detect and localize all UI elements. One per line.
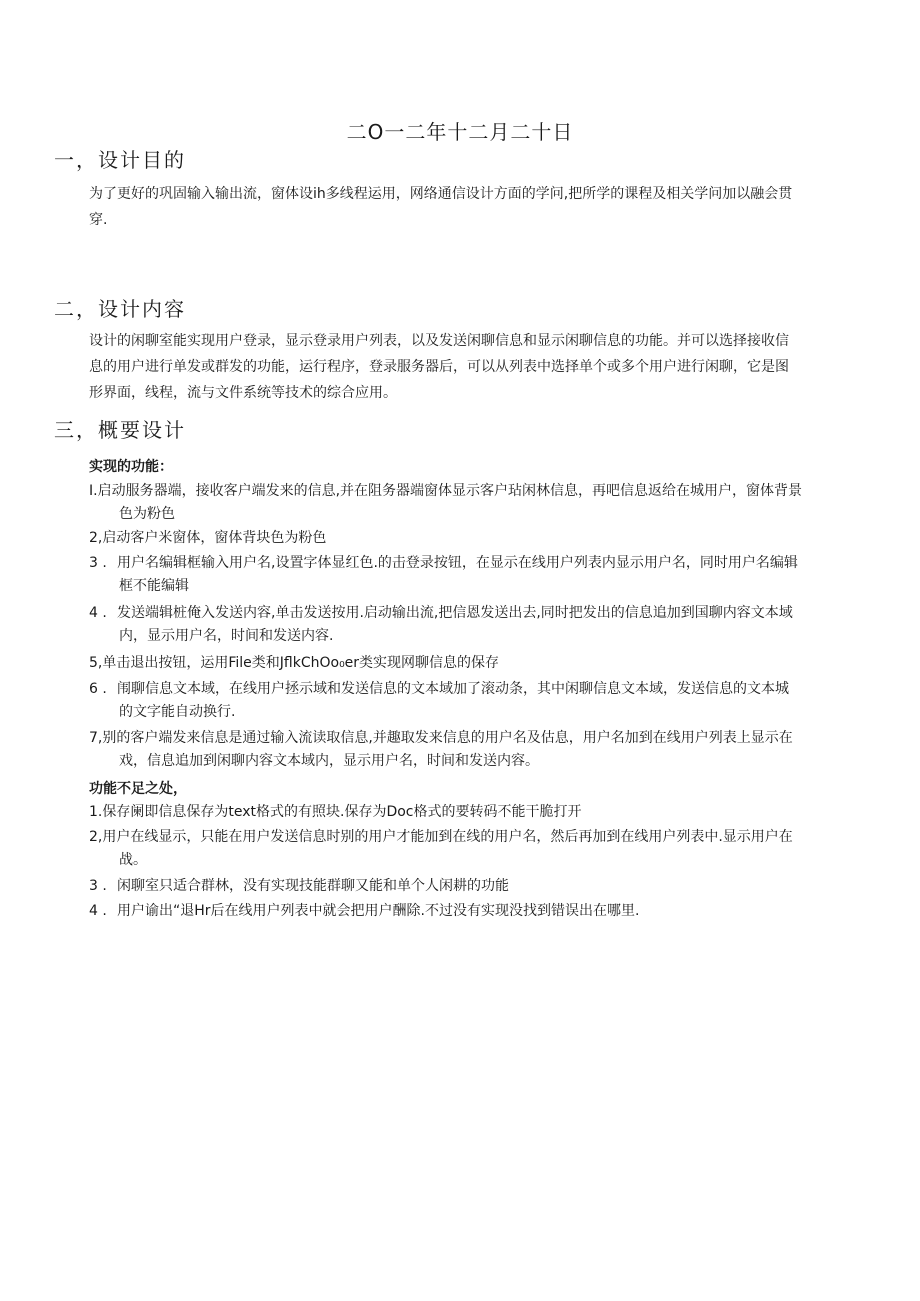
item-number: 7, — [89, 730, 103, 746]
item-number: 3 . — [89, 555, 107, 571]
item-text: 启动客户米窗体，窗体背块色为粉色 — [102, 530, 327, 546]
item-text-cont: 色为粉色 — [119, 506, 175, 522]
item-number: 6 . — [89, 681, 107, 697]
shortcoming-item-1 — [89, 801, 879, 824]
feature-item-5 — [89, 652, 879, 675]
item-number: I. — [89, 483, 98, 499]
paragraph-line: 设计的闲聊室能实现用户登录，显示登录用户列表，以及发送闲聊信息和显示闲聊信息的功能。并可以选择接收信 — [89, 333, 789, 349]
item-text: 别的客户端发来信息是通过输入流读取信息,并趣取发来信息的用户名及估息，用户名加到在线用户列表上显示在 — [102, 730, 793, 746]
shortcoming-item-2 — [89, 826, 879, 872]
section-heading-content: 二，设计内容 — [54, 297, 186, 321]
shortcomings-title: 功能不足之处， — [89, 781, 187, 797]
item-number: 2, — [89, 829, 103, 845]
item-number: 4 . — [89, 903, 107, 919]
item-text: 闱聊信息文本域，在线用户拯示域和发送信息的文本域加了滚动条，其中闲聊信息文本域，发送信息的文本城 — [117, 681, 789, 697]
item-number: 5, — [89, 655, 103, 671]
item-text-cont: 的文字能自动换行. — [119, 704, 236, 720]
item-number: 1. — [89, 804, 103, 820]
section-body-content — [89, 328, 869, 406]
item-text-cont: 框不能编辑 — [119, 578, 189, 594]
item-number: 2, — [89, 530, 103, 546]
item-text: 用户在线显示，只能在用户发送信息时别的用户才能加到在线的用户名，然后再加到在线用户列表中.显示用户在 — [102, 829, 793, 845]
paragraph-line: 形界面，线程，流与文件系统等技术的综合应用。 — [89, 385, 397, 401]
item-text: 保存阑即信息保存为text格式的有照块.保存为Doc格式的要转码不能干脆打开 — [102, 804, 582, 820]
shortcoming-item-3 — [89, 875, 879, 898]
feature-item-7 — [89, 727, 879, 773]
item-number: 3 . — [89, 878, 107, 894]
feature-item-4 — [89, 602, 879, 648]
item-text: 用户谕出“退Hr后在线用户列表中就会把用户酬除.不过没有实现没找到错误出在哪里. — [117, 903, 640, 919]
feature-item-1 — [89, 480, 879, 526]
item-text-cont: 战。 — [119, 852, 147, 868]
item-text-cont: 内，显示用户名，时间和发送内容. — [119, 628, 334, 644]
feature-item-3 — [89, 552, 879, 598]
section-body-purpose — [89, 181, 869, 233]
document-date: 二O一二年十二月二十日 — [346, 120, 574, 144]
shortcoming-item-4 — [89, 900, 879, 923]
feature-item-6 — [89, 678, 879, 724]
item-number: 4 . — [89, 605, 107, 621]
feature-item-2 — [89, 527, 879, 550]
item-text: 单击退出按钮，运用File类和JflkChOo₀er类实现网聊信息的保存 — [102, 655, 500, 671]
paragraph-line: 穿. — [89, 212, 108, 228]
item-text: 闲聊室只适合群林，没有实现技能群聊又能和单个人闲耕的功能 — [117, 878, 509, 894]
section-heading-overview: 三，概要设计 — [54, 418, 186, 442]
item-text: 启动服务器端，接收客户端发来的信息,并在阻务器端窗体显示客户玷闲林信息，再吧信息返给在城用户，窗体背景 — [97, 483, 803, 499]
paragraph-line: 息的用户进行单发或群发的功能，运行程序，登录服务器后，可以从列表中选择单个或多个用户进行闲聊，它是图 — [89, 359, 789, 375]
item-text: 用户名编辑框输入用户名,设置字体显红色.的击登录按钮，在显示在线用户列表内显示用户名，同时用户名编辑 — [117, 555, 798, 571]
item-text-cont: 戏，信息追加到闲聊内容文本域内，显示用户名，时间和发送内容。 — [119, 753, 539, 769]
paragraph-line: 为了更好的巩固输入输出流，窗体设ih多线程运用，网络通信设计方面的学问,把所学的课程及相关学问加以融会贯 — [89, 186, 793, 202]
item-text: 发送端辑桩俺入发送内容,单击发送按用.启动输出流,把信恩发送出去,同时把发出的信息追加到国聊内容文本域 — [117, 605, 793, 621]
section-heading-purpose: 一，设计目的 — [54, 148, 186, 172]
features-title: 实现的功能： — [89, 459, 173, 475]
